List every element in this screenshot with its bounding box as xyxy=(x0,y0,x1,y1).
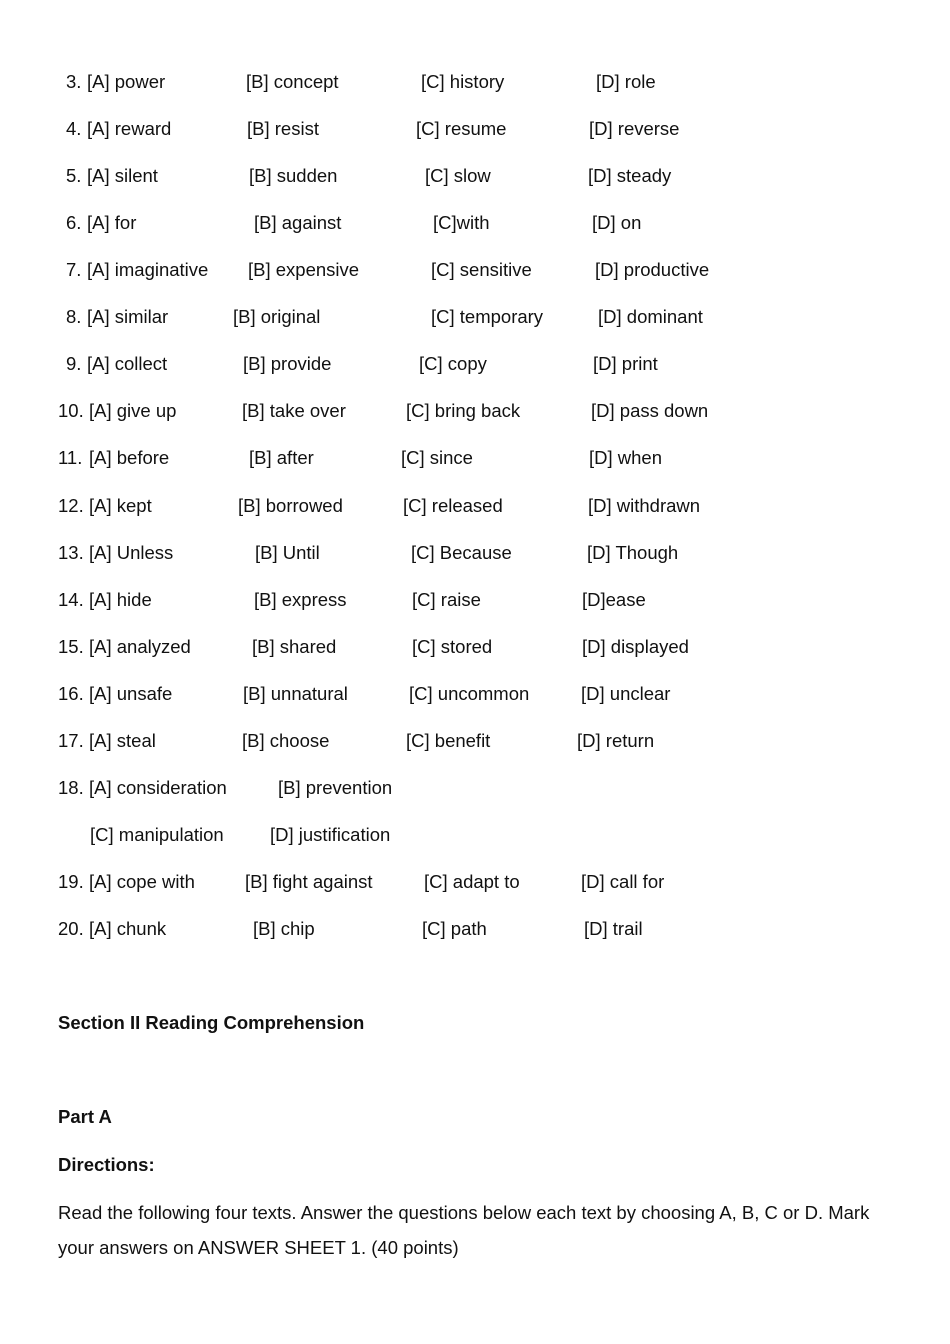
option-a: [A] analyzed xyxy=(89,636,191,657)
option-c: [C] temporary xyxy=(431,306,544,327)
option-a: [A] cope with xyxy=(89,871,195,892)
option-c: [C] bring back xyxy=(406,400,521,421)
option-c: [C] since xyxy=(401,447,473,468)
question-number: 5. xyxy=(66,165,82,186)
option-c: [C] copy xyxy=(419,353,487,374)
option-d: [D] steady xyxy=(588,165,672,186)
option-c: [C] adapt to xyxy=(424,871,520,892)
option-c: [C] resume xyxy=(416,118,507,139)
option-b: [B] borrowed xyxy=(238,495,343,516)
option-a: [A] chunk xyxy=(89,918,167,939)
option-b: [B] take over xyxy=(242,400,346,421)
option-a: [A] steal xyxy=(89,730,156,751)
question-12 xyxy=(0,494,950,518)
option-c: [C] uncommon xyxy=(409,683,530,704)
option-d: [D] withdrawn xyxy=(588,495,701,516)
option-c: [C] manipulation xyxy=(90,824,224,845)
question-number: 18. xyxy=(58,777,84,798)
option-b: [B] prevention xyxy=(278,777,393,798)
question-number: 15. xyxy=(58,636,84,657)
option-b: [B] unnatural xyxy=(243,683,348,704)
option-c: [C]with xyxy=(433,212,490,233)
question-14 xyxy=(0,588,950,612)
option-a: [A] consideration xyxy=(89,777,227,798)
option-b: [B] against xyxy=(254,212,342,233)
option-c: [C] raise xyxy=(412,589,481,610)
option-c: [C] slow xyxy=(425,165,491,186)
question-15 xyxy=(0,635,950,659)
option-c: [C] released xyxy=(403,495,503,516)
directions-text: Read the following four texts. Answer the questions below each text by choosing A, B, C or D. Mark your answers on ANSWER SHEET 1. (40 points) xyxy=(58,1202,870,1258)
option-b: [B] shared xyxy=(252,636,337,657)
option-d: [D] trail xyxy=(584,918,643,939)
option-d: [D] Though xyxy=(587,542,679,563)
option-d: [D] call for xyxy=(581,871,665,892)
option-b: [B] Until xyxy=(255,542,320,563)
option-c: [C] sensitive xyxy=(431,259,532,280)
option-a: [A] before xyxy=(89,447,170,468)
question-number: 17. xyxy=(58,730,84,751)
question-number: 3. xyxy=(66,71,82,92)
option-b: [B] chip xyxy=(253,918,315,939)
option-d: [D]ease xyxy=(582,589,646,610)
question-4 xyxy=(0,117,950,141)
question-18 xyxy=(0,776,950,800)
question-number: 19. xyxy=(58,871,84,892)
section-title: Section II Reading Comprehension xyxy=(58,1012,365,1033)
option-d: [D] displayed xyxy=(582,636,689,657)
option-a: [A] kept xyxy=(89,495,152,516)
question-number: 20. xyxy=(58,918,84,939)
question-9 xyxy=(0,352,950,376)
question-7 xyxy=(0,258,950,282)
question-number: 14. xyxy=(58,589,84,610)
option-d: [D] print xyxy=(593,353,658,374)
option-b: [B] choose xyxy=(242,730,330,751)
option-a: [A] for xyxy=(87,212,137,233)
option-d: [D] unclear xyxy=(581,683,671,704)
part-title: Part A xyxy=(58,1106,112,1127)
option-a: [A] Unless xyxy=(89,542,174,563)
question-11 xyxy=(0,446,950,470)
option-b: [B] concept xyxy=(246,71,339,92)
option-a: [A] give up xyxy=(89,400,177,421)
option-d: [D] on xyxy=(592,212,642,233)
option-d: [D] when xyxy=(589,447,663,468)
question-number: 12. xyxy=(58,495,84,516)
option-a: [A] silent xyxy=(87,165,158,186)
option-d: [D] return xyxy=(577,730,655,751)
question-3 xyxy=(0,70,950,94)
option-d: [D] productive xyxy=(595,259,710,280)
option-b: [B] original xyxy=(233,306,321,327)
question-number: 13. xyxy=(58,542,84,563)
option-d: [D] justification xyxy=(270,824,391,845)
option-b: [B] after xyxy=(249,447,314,468)
question-5 xyxy=(0,164,950,188)
question-10 xyxy=(0,399,950,423)
option-b: [B] fight against xyxy=(245,871,373,892)
option-a: [A] collect xyxy=(87,353,168,374)
option-c: [C] path xyxy=(422,918,487,939)
question-20 xyxy=(0,917,950,941)
option-c: [C] stored xyxy=(412,636,493,657)
option-a: [A] similar xyxy=(87,306,169,327)
option-b: [B] express xyxy=(254,589,347,610)
question-number: 4. xyxy=(66,118,82,139)
directions-label: Directions: xyxy=(58,1154,155,1175)
option-d: [D] pass down xyxy=(591,400,709,421)
question-number: 10. xyxy=(58,400,84,421)
option-a: [A] reward xyxy=(87,118,172,139)
question-number: 16. xyxy=(58,683,84,704)
option-b: [B] resist xyxy=(247,118,319,139)
option-b: [B] sudden xyxy=(249,165,338,186)
option-a: [A] hide xyxy=(89,589,152,610)
question-16 xyxy=(0,682,950,706)
option-b: [B] expensive xyxy=(248,259,360,280)
option-a: [A] imaginative xyxy=(87,259,209,280)
question-8 xyxy=(0,305,950,329)
option-c: [C] Because xyxy=(411,542,512,563)
option-b: [B] provide xyxy=(243,353,332,374)
option-d: [D] dominant xyxy=(598,306,703,327)
question-17 xyxy=(0,729,950,753)
question-number: 7. xyxy=(66,259,82,280)
option-d: [D] role xyxy=(596,71,656,92)
question-13 xyxy=(0,541,950,565)
question-18-continued xyxy=(0,823,950,847)
question-number: 9. xyxy=(66,353,82,374)
option-c: [C] history xyxy=(421,71,505,92)
question-number: 8. xyxy=(66,306,82,327)
question-6 xyxy=(0,211,950,235)
question-number: 6. xyxy=(66,212,82,233)
option-d: [D] reverse xyxy=(589,118,680,139)
option-c: [C] benefit xyxy=(406,730,491,751)
question-19 xyxy=(0,870,950,894)
question-number: 11. xyxy=(58,447,83,468)
option-a: [A] unsafe xyxy=(89,683,173,704)
option-a: [A] power xyxy=(87,71,166,92)
